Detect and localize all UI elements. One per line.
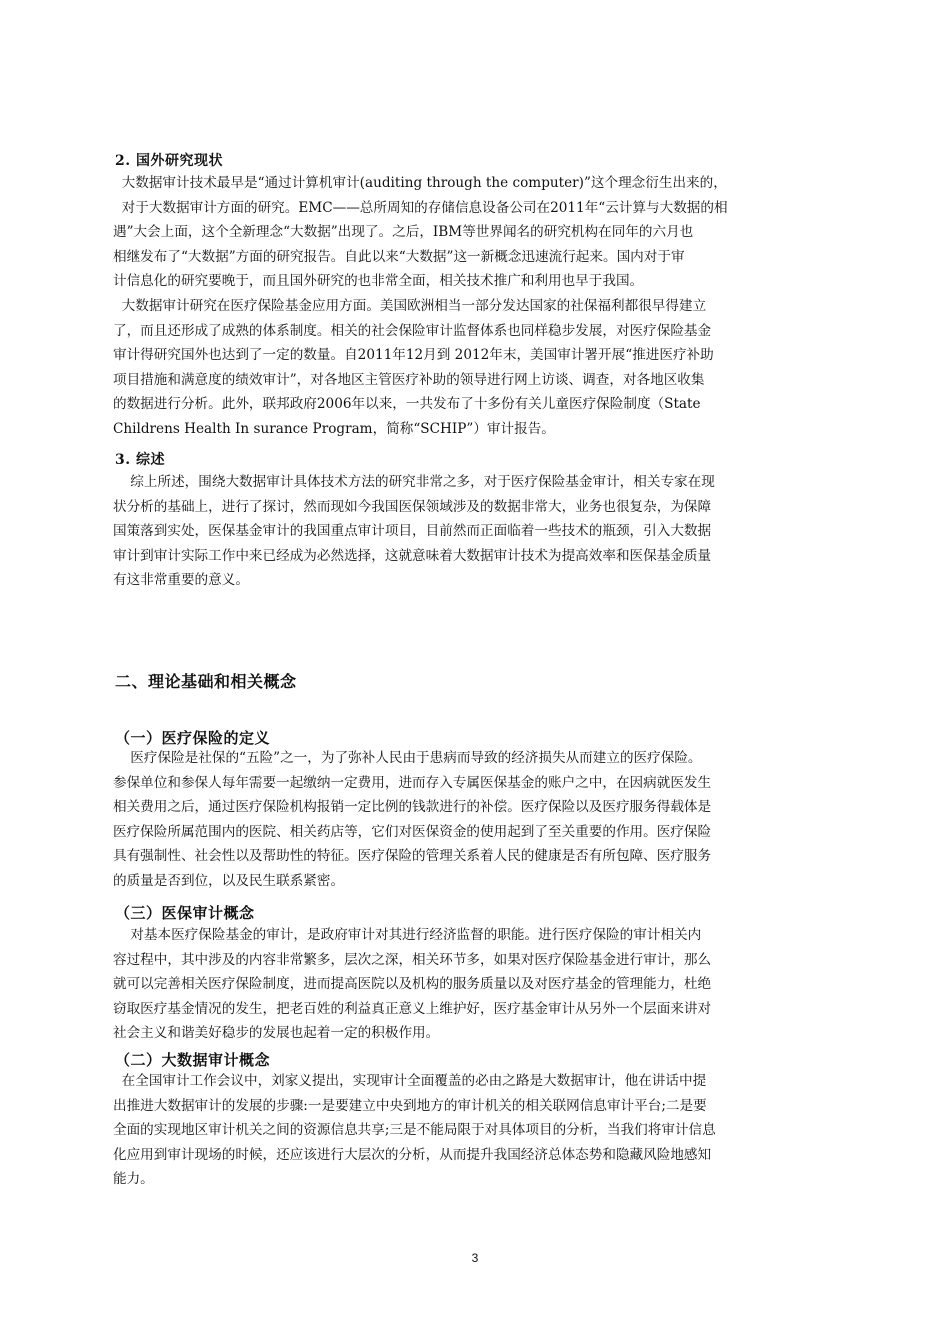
section-heading-summary: 3. 综述	[115, 452, 165, 468]
text-line: 大数据审计技术最早是“通过计算机审计(auditing through the computer)”这个理念衍生出来的，	[113, 175, 727, 191]
paragraph-insurance-definition	[113, 746, 863, 894]
section-heading-bigdata-audit: （二）大数据审计概念	[115, 1051, 271, 1069]
text-line: 对于大数据审计方面的研究。EMC——总所周知的存储信息设备公司在2011年“云计算与大数据的相	[113, 199, 728, 216]
text-line: 的质量是否到位，以及民生联系紧密。	[113, 872, 345, 889]
text-line: 相关费用之后，通过医疗保险机构报销一定比例的钱款进行的补偿。医疗保险以及医疗服务得载体是	[113, 799, 712, 816]
text-line: 全面的实现地区审计机关之间的资源信息共享;三是不能局限于对具体项目的分析，当我们将审计信息	[113, 1122, 716, 1139]
text-line: 具有强制性、社会性以及帮助性的特征。医疗保险的管理关系着人民的健康是否有所包障、医疗服务	[113, 848, 712, 865]
text-line: 国策落到实处，医保基金审计的我国重点审计项目，目前然而正面临着一些技术的瓶颈，引入大数据	[113, 523, 712, 540]
text-line: 医疗保险所属范围内的医院、相关药店等，它们对医保资金的使用起到了至关重要的作用。医疗保险	[113, 823, 712, 840]
text-line: 审计得研究国外也达到了一定的数量。自2011年12月到 2012年末，美国审计署开展“推进医疗补助	[113, 347, 714, 364]
text-line: 审计到审计实际工作中来已经成为必然选择，这就意味着大数据审计技术为提高效率和医保基金质量	[113, 547, 712, 564]
text-line: 大数据审计研究在医疗保险基金应用方面。美国欧洲相当一部分发达国家的社保福利都很早得建立	[113, 298, 707, 314]
text-line: 在全国审计工作会议中，刘家义提出，实现审计全面覆盖的必由之路是大数据审计，他在讲话中提	[113, 1073, 707, 1089]
text-line: 能力。	[113, 1171, 154, 1188]
text-line: 相继发布了“大数据”方面的研究报告。自此以来“大数据”这一新概念迅速流行起来。国内对于审	[113, 248, 685, 265]
text-line: 综上所述，围绕大数据审计具体技术方法的研究非常之多，对于医疗保险基金审计，相关专家在现	[113, 474, 715, 490]
text-line: 医疗保险是社保的“五险”之一，为了弥补人民由于患病而导致的经济损失从而建立的医疗保险。	[113, 750, 702, 766]
text-line: 就可以完善相关医疗保险制度，进而提高医院以及机构的服务质量以及对医疗基金的管理能力，杜绝	[113, 976, 712, 993]
text-line: Childrens Health In surance Program，简称“SCHIP”）审计报告。	[113, 420, 555, 437]
text-line: 状分析的基础上，进行了探讨，然而现如今我国医保领域涉及的数据非常大，业务也很复杂，为保障	[113, 498, 712, 515]
text-line: 了，而且还形成了成熟的体系制度。相关的社会保险审计监督体系也同样稳步发展，对医疗保险基金	[113, 322, 712, 339]
paragraph-summary	[113, 470, 863, 593]
paragraph-audit-concept	[113, 923, 863, 1046]
text-line: 有这非常重要的意义。	[113, 572, 249, 589]
text-line: 对基本医疗保险基金的审计，是政府审计对其进行经济监督的职能。进行医疗保险的审计相关内	[113, 927, 702, 943]
text-line: 遇”大会上面，这个全新理念“大数据”出现了。之后，IBM等世界闻名的研究机构在同年的六月也	[113, 224, 694, 241]
chapter-heading: 二、理论基础和相关概念	[115, 672, 297, 691]
text-line: 容过程中，其中涉及的内容非常繁多，层次之深，相关环节多，如果对医疗保险基金进行审计，那么	[113, 951, 712, 968]
text-line: 参保单位和参保人每年需要一起缴纳一定费用，进而存入专属医保基金的账户之中，在因病就医发生	[113, 774, 712, 791]
text-line: 社会主义和谐美好稳步的发展也起着一定的积极作用。	[113, 1025, 440, 1042]
text-line: 项目措施和满意度的绩效审计”，对各地区主管医疗补助的领导进行网上访谈、调查，对各地区收集	[113, 371, 705, 388]
text-line: 的数据进行分析。此外，联邦政府2006年以来，一共发布了十多份有关儿童医疗保险制度（State	[113, 396, 701, 413]
section-heading-insurance-definition: （一）医疗保险的定义	[115, 729, 271, 747]
page-number: 3	[471, 1251, 479, 1265]
text-line: 窃取医疗基金情况的发生，把老百姓的利益真正意义上维护好，医疗基金审计从另外一个层面来讲对	[113, 1000, 712, 1017]
paragraph-foreign-research-1	[113, 171, 863, 294]
text-line: 计信息化的研究要晚于，而且国外研究的也非常全面，相关技术推广和利用也早于我国。	[113, 273, 644, 290]
text-line: 出推进大数据审计的发展的步骤:一是要建立中央到地方的审计机关的相关联网信息审计平台;二是要	[113, 1097, 707, 1114]
section-heading-foreign-research: 2. 国外研究现状	[115, 153, 223, 169]
text-line: 化应用到审计现场的时候，还应该进行大层次的分析，从而提升我国经济总体态势和隐藏风险地感知	[113, 1146, 712, 1163]
section-heading-audit-concept: （三）医保审计概念	[115, 904, 255, 922]
paragraph-bigdata-audit	[113, 1069, 863, 1192]
paragraph-foreign-research-2	[113, 294, 863, 442]
